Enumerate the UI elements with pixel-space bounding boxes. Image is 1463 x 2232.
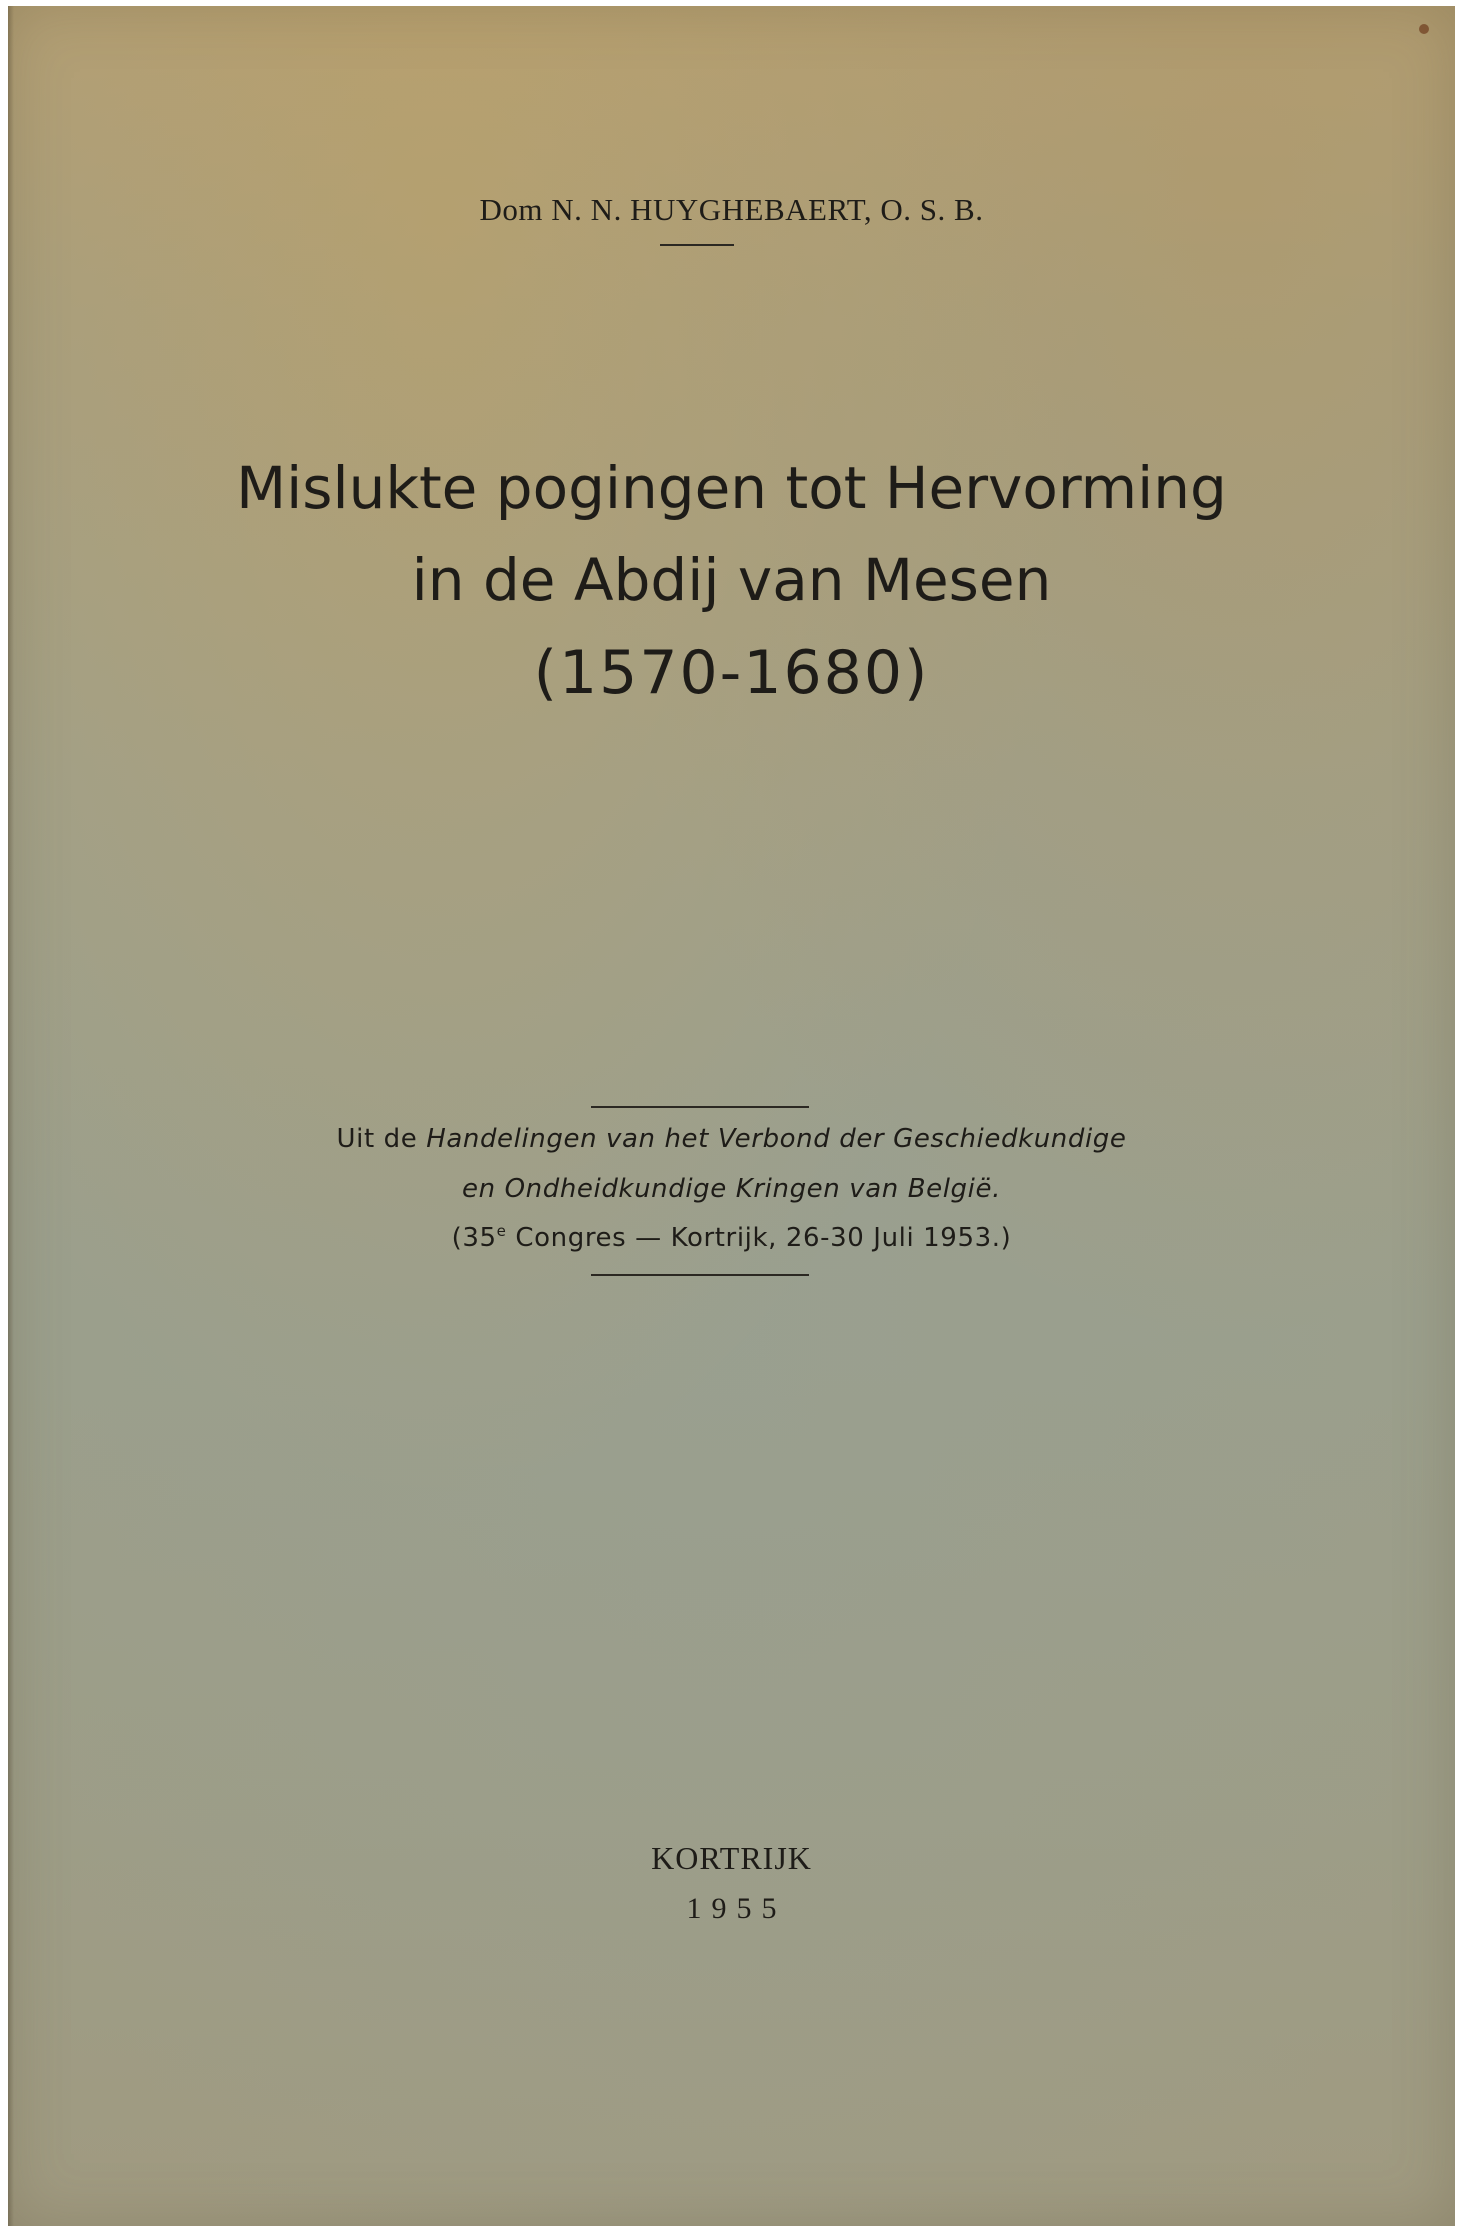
- title-line-2: in de Abdij van Mesen: [411, 546, 1052, 614]
- publication-place: KORTRIJK: [651, 1840, 812, 1876]
- reference-congress-open: (35: [451, 1223, 497, 1253]
- reference-line-2: en Ondheidkundige Kringen van België.: [462, 1174, 1001, 1204]
- reference-journal-title: Handelingen van het Verbond der Geschiedkundige: [426, 1124, 1127, 1154]
- book-cover: [8, 6, 1455, 2226]
- reference-line-1: [8, 1124, 1455, 1154]
- reference-congress-rest: Congres — Kortrijk, 26-30 Juli 1953.): [506, 1223, 1012, 1253]
- reference-congress-sup: e: [496, 1222, 507, 1240]
- reference-top-rule: [591, 1106, 809, 1108]
- foxing-spot: [1419, 24, 1429, 34]
- publication-year: 1955: [686, 1892, 787, 1925]
- title-line-1: Mislukte pogingen tot Hervorming: [236, 454, 1227, 522]
- title-line-3: (1570-1680): [533, 638, 930, 708]
- reference-line-3: [8, 1222, 1455, 1253]
- reference-bottom-rule: [591, 1274, 809, 1276]
- author-line: Dom N. N. HUYGHEBAERT, O. S. B.: [479, 192, 984, 227]
- author-divider: [660, 244, 734, 246]
- reference-prefix: Uit de: [336, 1124, 418, 1154]
